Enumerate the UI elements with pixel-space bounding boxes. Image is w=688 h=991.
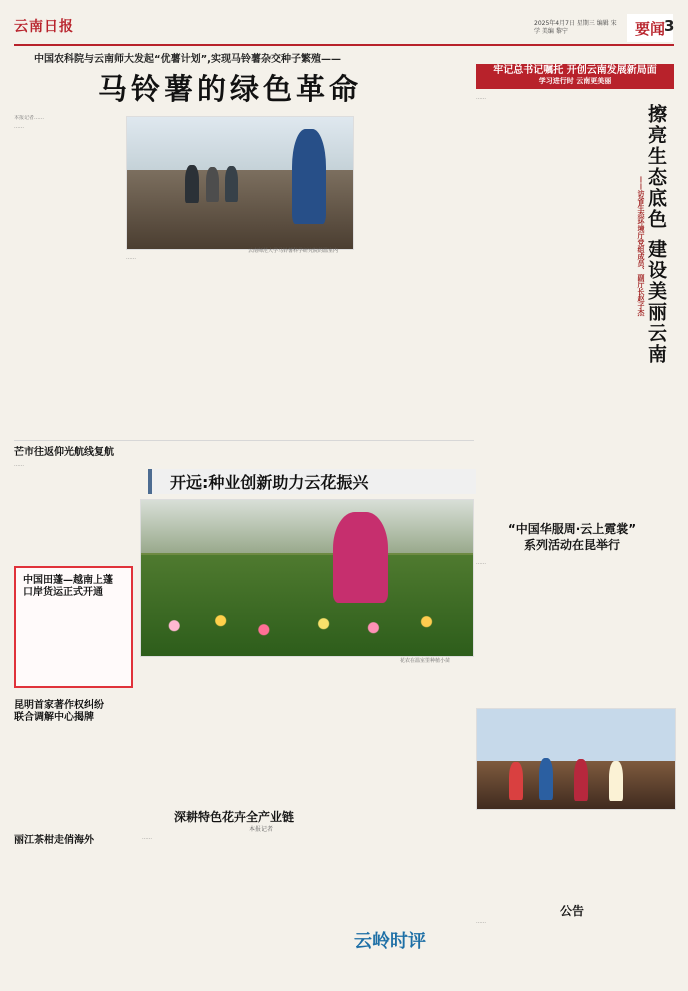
page-number: 3 [664, 17, 675, 35]
highlight-title: 中国田蓬—越南上蓬 口岸货运正式开通 [23, 575, 113, 598]
lead-body-left: 本报记者…… …… [14, 115, 45, 130]
bottom-byline: 本报记者 [249, 826, 274, 833]
right-vertical-subtitle: ——访省生态环境厅党组成员、副厅长赵子杰 [637, 176, 645, 316]
lead-title: 马铃薯的绿色革命 [98, 72, 363, 106]
dateline: 2025年4月7日 星期三 编辑 宋学 美编 黎宁 [534, 20, 617, 35]
lead-subtitle: 中国农科院与云南师大发起“优薯计划”,实现马铃薯杂交种子繁殖—— [34, 54, 341, 65]
flower-photo [140, 499, 474, 657]
right-banner: 牢记总书记嘱托 开创云南发展新局面 学习进行时 云南更美丽 [476, 64, 674, 89]
lead-photo [126, 116, 354, 250]
feature-photo [476, 708, 676, 810]
left-headline-3: 丽江茶柑走俏海外 [14, 835, 94, 846]
left-headline-2: 昆明首家著作权纠纷 联合调解中心揭牌 [14, 700, 104, 723]
feature-title: “中国华服周·云上霓裳” 系列活动在昆举行 [507, 522, 637, 552]
masthead [14, 14, 674, 46]
left-headline-1: 芒市往返仰光航线复航 [14, 447, 114, 458]
right-vertical-title: 擦亮生态底色 建设美丽云南 [645, 104, 667, 365]
notice-body: …… [476, 919, 486, 925]
left-body-1: …… [14, 462, 24, 468]
middle-banner: 开远:种业创新助力云花振兴 [148, 469, 476, 494]
flower-photo-caption: 花农在温室里种植小苗 [400, 658, 451, 664]
highlight-box [14, 566, 133, 688]
feature-body: …… [476, 560, 486, 566]
bottom-title: 深耕特色花卉全产业链 [174, 810, 295, 824]
bottom-body: …… [142, 835, 152, 841]
right-column-body: …… [476, 95, 486, 101]
newspaper-logo: 云南日报 [14, 19, 74, 35]
lead-photo-caption: 云南师范大学马铃薯科学研究院的温室内 [248, 248, 339, 254]
section-label: 要闻 [627, 14, 673, 42]
notice-title: 公告 [560, 904, 585, 918]
brand-label: 云岭时评 [354, 931, 426, 952]
lead-body-main: …… [126, 255, 136, 261]
